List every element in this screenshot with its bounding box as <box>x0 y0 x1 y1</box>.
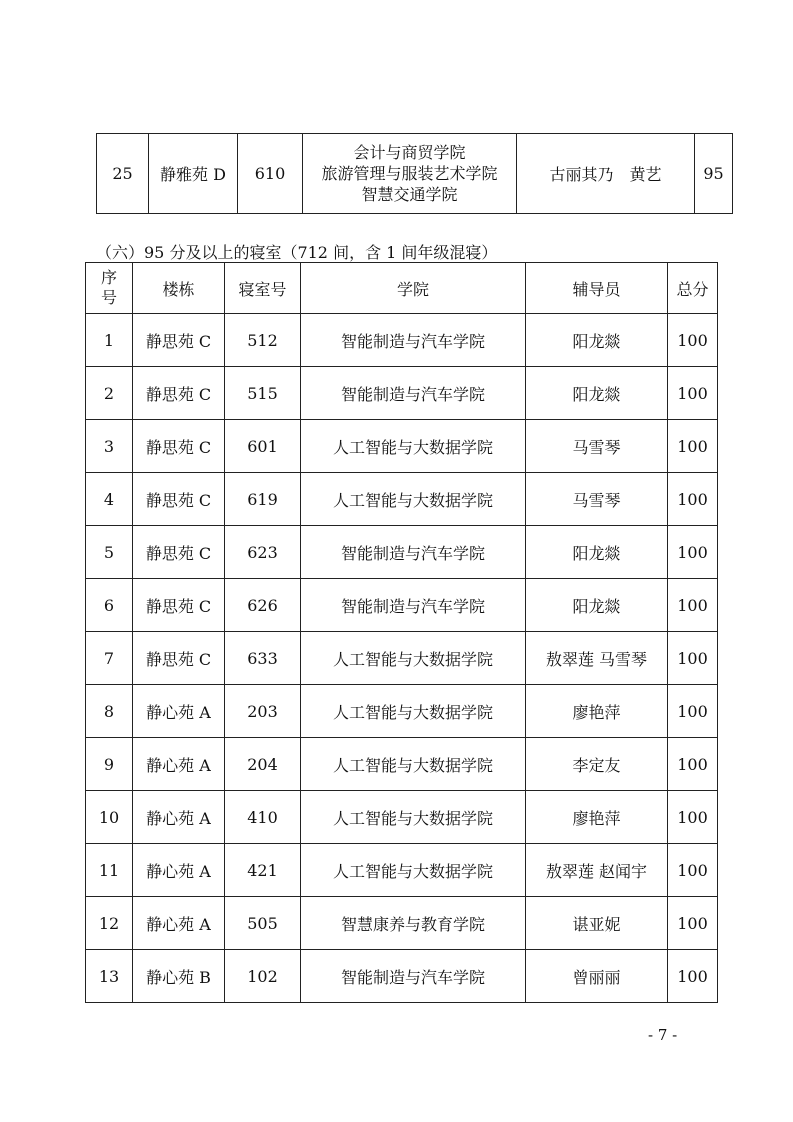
college-line: 旅游管理与服装艺术学院 <box>321 164 498 183</box>
cell-building: 静思苑 C <box>133 314 225 367</box>
dormitory-score-table <box>85 262 718 1003</box>
cell-room: 204 <box>225 738 301 791</box>
cell-counselor: 曾丽丽 <box>526 950 668 1003</box>
cell-building: 静心苑 A <box>133 897 225 950</box>
cell-room: 505 <box>225 897 301 950</box>
cell-score: 100 <box>668 473 718 526</box>
cell-counselor: 马雪琴 <box>526 473 668 526</box>
table-row <box>86 473 718 526</box>
cell-index: 10 <box>86 791 133 844</box>
cell-college: 人工智能与大数据学院 <box>301 791 526 844</box>
cell-building: 静心苑 A <box>133 844 225 897</box>
table-row <box>86 632 718 685</box>
cell-score: 100 <box>668 685 718 738</box>
cell-building: 静思苑 C <box>133 526 225 579</box>
table-row <box>86 791 718 844</box>
cell-score: 100 <box>668 579 718 632</box>
cell-college: 智慧康养与教育学院 <box>301 897 526 950</box>
cell-college: 人工智能与大数据学院 <box>301 420 526 473</box>
cell-counselor: 古丽其乃 黄艺 <box>517 134 695 214</box>
cell-score: 100 <box>668 791 718 844</box>
college-line: 智慧交通学院 <box>361 185 458 204</box>
table-row <box>86 897 718 950</box>
cell-college: 智能制造与汽车学院 <box>301 314 526 367</box>
cell-counselor: 阳龙燚 <box>526 314 668 367</box>
college-line: 会计与商贸学院 <box>353 143 466 162</box>
cell-index: 25 <box>97 134 149 214</box>
header-building: 楼栋 <box>133 263 225 314</box>
cell-index: 11 <box>86 844 133 897</box>
cell-room: 515 <box>225 367 301 420</box>
header-college: 学院 <box>301 263 526 314</box>
cell-room: 619 <box>225 473 301 526</box>
header-index-line: 号 <box>100 288 117 307</box>
cell-score: 100 <box>668 738 718 791</box>
table-row <box>86 526 718 579</box>
cell-college: 人工智能与大数据学院 <box>301 473 526 526</box>
cell-index: 9 <box>86 738 133 791</box>
cell-college: 人工智能与大数据学院 <box>301 685 526 738</box>
header-index <box>86 263 133 314</box>
header-index-line: 序 <box>100 268 117 287</box>
cell-room: 610 <box>238 134 303 214</box>
cell-score: 100 <box>668 950 718 1003</box>
cell-building: 静心苑 A <box>133 685 225 738</box>
header-counselor: 辅导员 <box>526 263 668 314</box>
table-header-row <box>86 263 718 314</box>
cell-room: 623 <box>225 526 301 579</box>
cell-counselor: 廖艳萍 <box>526 685 668 738</box>
section-heading: （六）95 分及以上的寝室（712 间，含 1 间年级混寝） <box>96 243 498 262</box>
cell-college <box>303 134 517 214</box>
cell-index: 5 <box>86 526 133 579</box>
cell-building: 静思苑 C <box>133 632 225 685</box>
cell-index: 4 <box>86 473 133 526</box>
cell-college: 智能制造与汽车学院 <box>301 579 526 632</box>
table-row <box>86 579 718 632</box>
cell-room: 626 <box>225 579 301 632</box>
cell-score: 100 <box>668 314 718 367</box>
cell-counselor: 敖翠莲 马雪琴 <box>526 632 668 685</box>
cell-score: 100 <box>668 632 718 685</box>
cell-counselor: 李定友 <box>526 738 668 791</box>
cell-counselor: 敖翠莲 赵闻宇 <box>526 844 668 897</box>
cell-college: 智能制造与汽车学院 <box>301 950 526 1003</box>
cell-counselor: 廖艳萍 <box>526 791 668 844</box>
cell-building: 静心苑 B <box>133 950 225 1003</box>
cell-room: 633 <box>225 632 301 685</box>
cell-college: 人工智能与大数据学院 <box>301 738 526 791</box>
cell-college: 智能制造与汽车学院 <box>301 367 526 420</box>
cell-building: 静思苑 C <box>133 420 225 473</box>
cell-counselor: 阳龙燚 <box>526 367 668 420</box>
cell-index: 3 <box>86 420 133 473</box>
cell-counselor: 阳龙燚 <box>526 526 668 579</box>
table-row <box>86 738 718 791</box>
cell-room: 102 <box>225 950 301 1003</box>
table-row <box>86 685 718 738</box>
cell-counselor: 谌亚妮 <box>526 897 668 950</box>
cell-score: 100 <box>668 526 718 579</box>
cell-college: 智能制造与汽车学院 <box>301 526 526 579</box>
page-number: - 7 - <box>648 1026 678 1044</box>
cell-building: 静心苑 A <box>133 791 225 844</box>
cell-building: 静思苑 C <box>133 579 225 632</box>
cell-room: 410 <box>225 791 301 844</box>
cell-room: 601 <box>225 420 301 473</box>
cell-counselor: 马雪琴 <box>526 420 668 473</box>
cell-score: 100 <box>668 367 718 420</box>
table-row <box>97 134 733 214</box>
cell-room: 512 <box>225 314 301 367</box>
table-row <box>86 314 718 367</box>
cell-room: 203 <box>225 685 301 738</box>
table-row <box>86 950 718 1003</box>
header-room: 寝室号 <box>225 263 301 314</box>
cell-building: 静雅苑 D <box>149 134 238 214</box>
header-score: 总分 <box>668 263 718 314</box>
cell-college: 人工智能与大数据学院 <box>301 632 526 685</box>
table-row <box>86 844 718 897</box>
cell-index: 12 <box>86 897 133 950</box>
previous-section-table <box>96 133 733 214</box>
cell-index: 7 <box>86 632 133 685</box>
table-row <box>86 367 718 420</box>
cell-building: 静思苑 C <box>133 473 225 526</box>
table-row <box>86 420 718 473</box>
cell-index: 6 <box>86 579 133 632</box>
cell-college: 人工智能与大数据学院 <box>301 844 526 897</box>
cell-building: 静心苑 A <box>133 738 225 791</box>
cell-score: 100 <box>668 844 718 897</box>
cell-score: 95 <box>695 134 733 214</box>
cell-room: 421 <box>225 844 301 897</box>
cell-index: 8 <box>86 685 133 738</box>
cell-index: 1 <box>86 314 133 367</box>
cell-counselor: 阳龙燚 <box>526 579 668 632</box>
cell-building: 静思苑 C <box>133 367 225 420</box>
cell-index: 2 <box>86 367 133 420</box>
cell-score: 100 <box>668 420 718 473</box>
cell-score: 100 <box>668 897 718 950</box>
cell-index: 13 <box>86 950 133 1003</box>
